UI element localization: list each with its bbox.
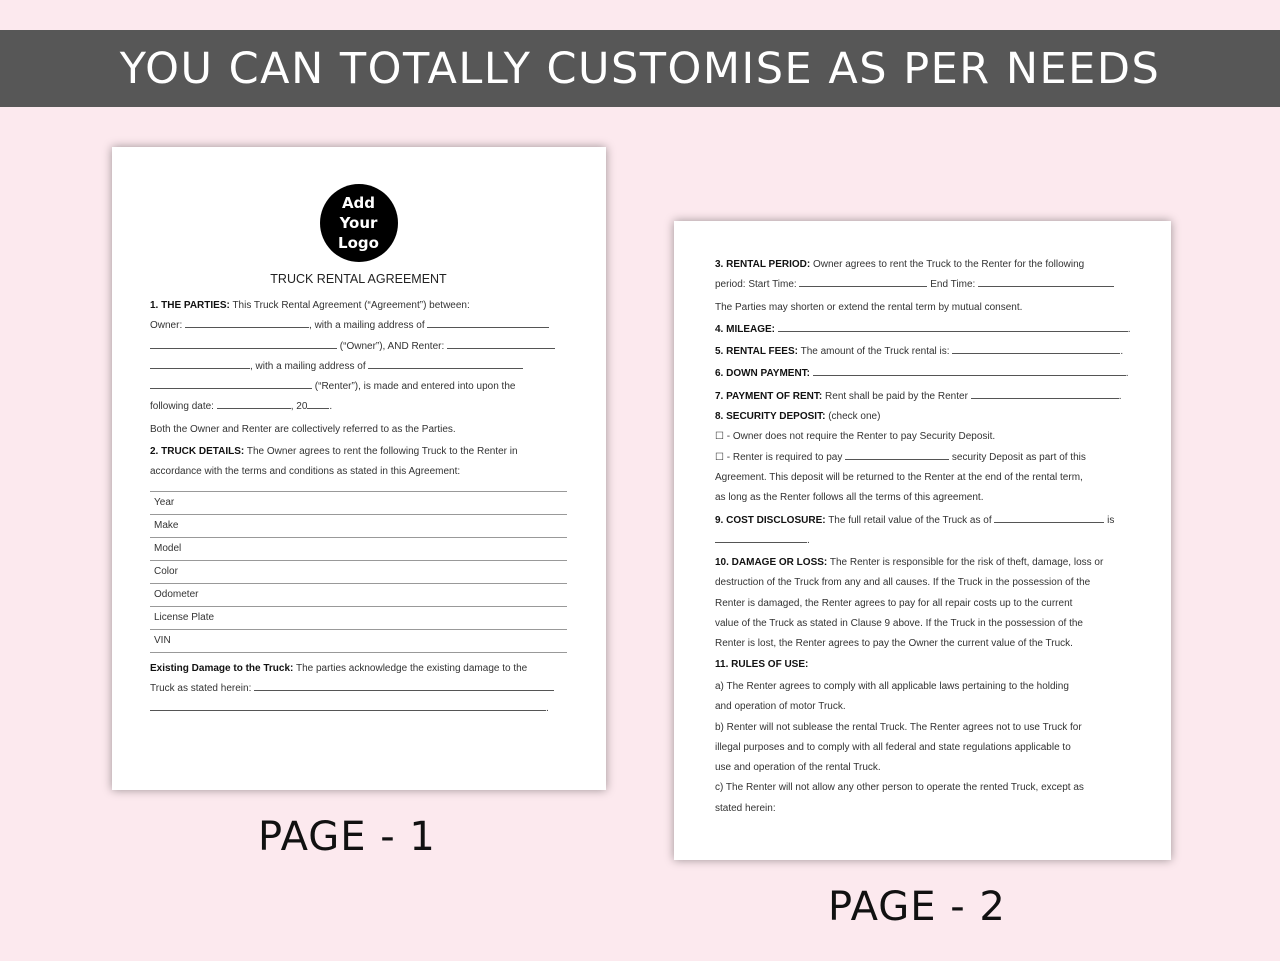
owner-address-line: (“Owner”), AND Renter:: [150, 337, 567, 357]
security-deposit-option-2[interactable]: ☐ - Renter is required to pay security Deposit as part of this: [715, 448, 1133, 468]
damage-loss-text: destruction of the Truck from any and all causes. If the Truck in the possession of the: [715, 577, 1091, 589]
table-row[interactable]: License Plate: [150, 607, 567, 630]
table-row[interactable]: VIN: [150, 630, 567, 653]
existing-damage-line-2: Truck as stated herein:: [150, 679, 567, 699]
truck-details-table: [150, 491, 567, 653]
rules-of-use-heading: 11. RULES OF USE:: [715, 658, 809, 670]
rules-text: c) The Renter will not allow any other person to operate the rented Truck, except as: [715, 782, 1084, 794]
down-payment-line: 6. DOWN PAYMENT: .: [715, 364, 1133, 384]
logo-placeholder: [320, 184, 398, 262]
renter-address-line: (“Renter”), is made and entered into upon the: [150, 377, 567, 397]
existing-damage-line-3: .: [150, 699, 567, 719]
page-2-label: PAGE - 2: [828, 884, 1006, 930]
date-line: following date: , 20 .: [150, 397, 567, 417]
cost-disclosure-line-2: .: [715, 531, 1133, 551]
renter-line: , with a mailing address of: [150, 357, 567, 377]
owner-line: Owner: , with a mailing address of: [150, 316, 567, 336]
rental-period-times: period: Start Time: End Time:: [715, 275, 1133, 295]
security-deposit-option-1[interactable]: ☐ - Owner does not require the Renter to pay Security Deposit.: [715, 431, 996, 443]
security-deposit-text-2: Agreement. This deposit will be returned to the Renter at the end of the rental term,: [715, 471, 1083, 483]
parties-line: 1. THE PARTIES: This Truck Rental Agreement (“Agreement”) between:: [150, 300, 470, 311]
rules-text: and operation of motor Truck.: [715, 701, 846, 713]
cost-disclosure-line: 9. COST DISCLOSURE: The full retail value of the Truck as of is: [715, 511, 1133, 531]
collective-line: Both the Owner and Renter are collectively referred to as the Parties.: [150, 423, 456, 435]
damage-loss-text: Renter is damaged, the Renter agrees to pay for all repair costs up to the current: [715, 597, 1073, 609]
damage-loss-text: value of the Truck as stated in Clause 9 above. If the Truck in the possession of the: [715, 618, 1083, 630]
truck-details-line: 2. TRUCK DETAILS: The Owner agrees to rent the following Truck to the Renter in: [150, 446, 518, 458]
logo-text-line: Add: [341, 194, 376, 212]
table-row[interactable]: Year: [150, 492, 567, 515]
damage-loss-line: 10. DAMAGE OR LOSS: The Renter is responsible for the risk of theft, damage, loss or: [715, 557, 1104, 569]
table-row[interactable]: Color: [150, 561, 567, 584]
header-banner: YOU CAN TOTALLY CUSTOMISE AS PER NEEDS: [0, 30, 1280, 107]
page-1-preview: [112, 147, 606, 790]
rules-text: illegal purposes and to comply with all federal and state regulations applicable to: [715, 741, 1071, 753]
page-2-preview: [674, 221, 1171, 860]
table-row[interactable]: Model: [150, 538, 567, 561]
rules-text: use and operation of the rental Truck.: [715, 762, 881, 774]
table-row[interactable]: Odometer: [150, 584, 567, 607]
rules-text: stated herein:: [715, 802, 776, 814]
payment-of-rent-line: 7. PAYMENT OF RENT: Rent shall be paid by the Renter .: [715, 387, 1133, 407]
mileage-line: 4. MILEAGE: .: [715, 320, 1133, 340]
existing-damage-line: Existing Damage to the Truck: The parties acknowledge the existing damage to the: [150, 662, 528, 674]
rental-fees-line: 5. RENTAL FEES: The amount of the Truck rental is: .: [715, 342, 1133, 362]
rules-text: a) The Renter agrees to comply with all applicable laws pertaining to the holding: [715, 680, 1069, 692]
document-title: TRUCK RENTAL AGREEMENT: [270, 272, 447, 286]
truck-details-line-2: accordance with the terms and conditions as stated in this Agreement:: [150, 466, 461, 478]
logo-text-line: Your: [339, 214, 378, 232]
rental-period-shorten: The Parties may shorten or extend the rental term by mutual consent.: [715, 301, 1023, 313]
table-row[interactable]: Make: [150, 515, 567, 538]
page-1-label: PAGE - 1: [258, 814, 436, 860]
security-deposit-line: 8. SECURITY DEPOSIT: (check one): [715, 411, 881, 423]
security-deposit-text-3: as long as the Renter follows all the terms of this agreement.: [715, 492, 984, 504]
rules-text: b) Renter will not sublease the rental Truck. The Renter agrees not to use Truck for: [715, 721, 1082, 733]
damage-loss-text: Renter is lost, the Renter agrees to pay the Owner the current value of the Truck.: [715, 638, 1073, 650]
logo-text-line: Logo: [338, 234, 379, 252]
rental-period-line: 3. RENTAL PERIOD: Owner agrees to rent the Truck to the Renter for the following: [715, 259, 1085, 270]
